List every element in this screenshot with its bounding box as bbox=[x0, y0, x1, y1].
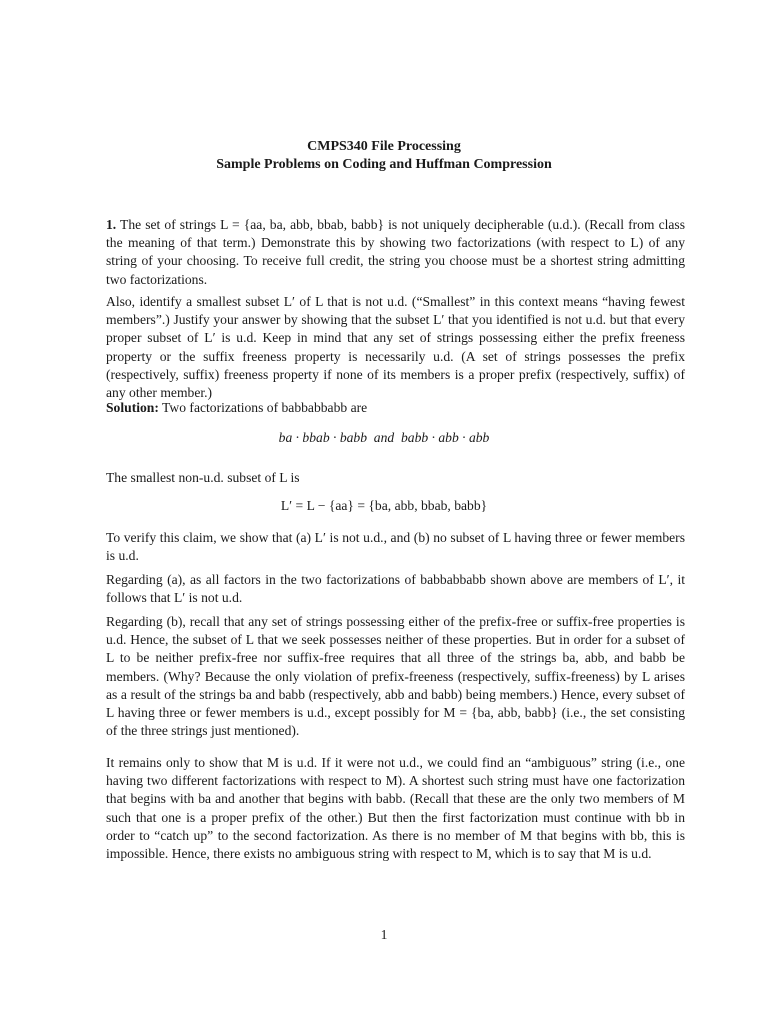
problem-1-text: The set of strings L = {aa, ba, abb, bbab, babb} is not uniquely decipherable (u.d.). (Recall from class the meaning of that term.) Demonstrate this by showing two factorizations (with respect to L) of any string of your choosing. To receive full credit, the string you choose must be a shortest string admitting two factorizations. bbox=[106, 217, 685, 287]
document-title: CMPS340 File Processing bbox=[307, 139, 461, 154]
factorization-display bbox=[0, 430, 768, 446]
verify-claim: To verify this claim, we show that (a) L′ is not u.d., and (b) no subset of L having three or fewer members is u.d. bbox=[106, 530, 685, 564]
solution-intro-text: Two factorizations of babbabbabb are bbox=[162, 400, 368, 415]
solution-label: Solution: bbox=[106, 400, 159, 415]
problem-1-statement bbox=[106, 216, 685, 289]
smallest-subset-equation: L′ = L − {aa} = {ba, abb, bbab, babb} bbox=[280, 498, 488, 513]
problem-number: 1. bbox=[106, 217, 117, 232]
document-subtitle: Sample Problems on Coding and Huffman Compression bbox=[216, 157, 552, 172]
page-number: 1 bbox=[380, 927, 388, 942]
problem-1-subset-instructions: Also, identify a smallest subset L′ of L that is not u.d. (“Smallest” in this context means “having fewest members”.) Justify your answer by showing that the subset L′ that you identified is not u.d. but that every proper subset of L′ is u.d. Keep in mind that any set of strings possessing either the prefix freeness property or the suffix freeness property is necessarily u.d. (A set of strings possesses the prefix (respectively, suffix) freeness property if none of its members is a proper prefix (respectively, suffix) of any other member.) bbox=[106, 294, 685, 401]
part-b: Regarding (b), recall that any set of strings possessing either of the prefix-free or suffix-free properties is u.d. Hence, the subset of L that we seek possesses neither of these properties. But in order for a subset of L to be neither prefix-free nor suffix-free requires that all three of the strings ba, abb, and babb be members. (Why? Because the only violation of prefix-freeness (respectively, suffix-freeness) by L arises as a result of the strings ba and babb (respectively, abb and babb) being members.) Hence, every subset of L having three or fewer members is u.d., except possibly for M = {ba, abb, babb} (i.e., the set consisting of the three strings just mentioned). bbox=[106, 614, 685, 739]
part-a: Regarding (a), as all factors in the two factorizations of babbabbabb shown above are members of L′, it follows that L′ is not u.d. bbox=[106, 572, 685, 606]
remaining-proof: It remains only to show that M is u.d. If it were not u.d., we could find an “ambiguous” string (i.e., one having two different factorizations with respect to M). A shortest such string must have one factorization that begins with ba and another that begins with babb. (Recall that these are the only two members of M such that one is a proper prefix of the other.) But then the first factorization must continue with bb in order to “catch up” to the second factorization. As there is no member of M that begins with bb, this is impossible. Hence, there exists no ambiguous string with respect to M, which is to say that M is u.d. bbox=[106, 755, 685, 862]
solution-intro bbox=[106, 399, 685, 417]
smallest-subset-intro: The smallest non-u.d. subset of L is bbox=[106, 470, 300, 485]
factorization-text: ba · bbab · babb and babb · abb · abb bbox=[278, 430, 490, 445]
